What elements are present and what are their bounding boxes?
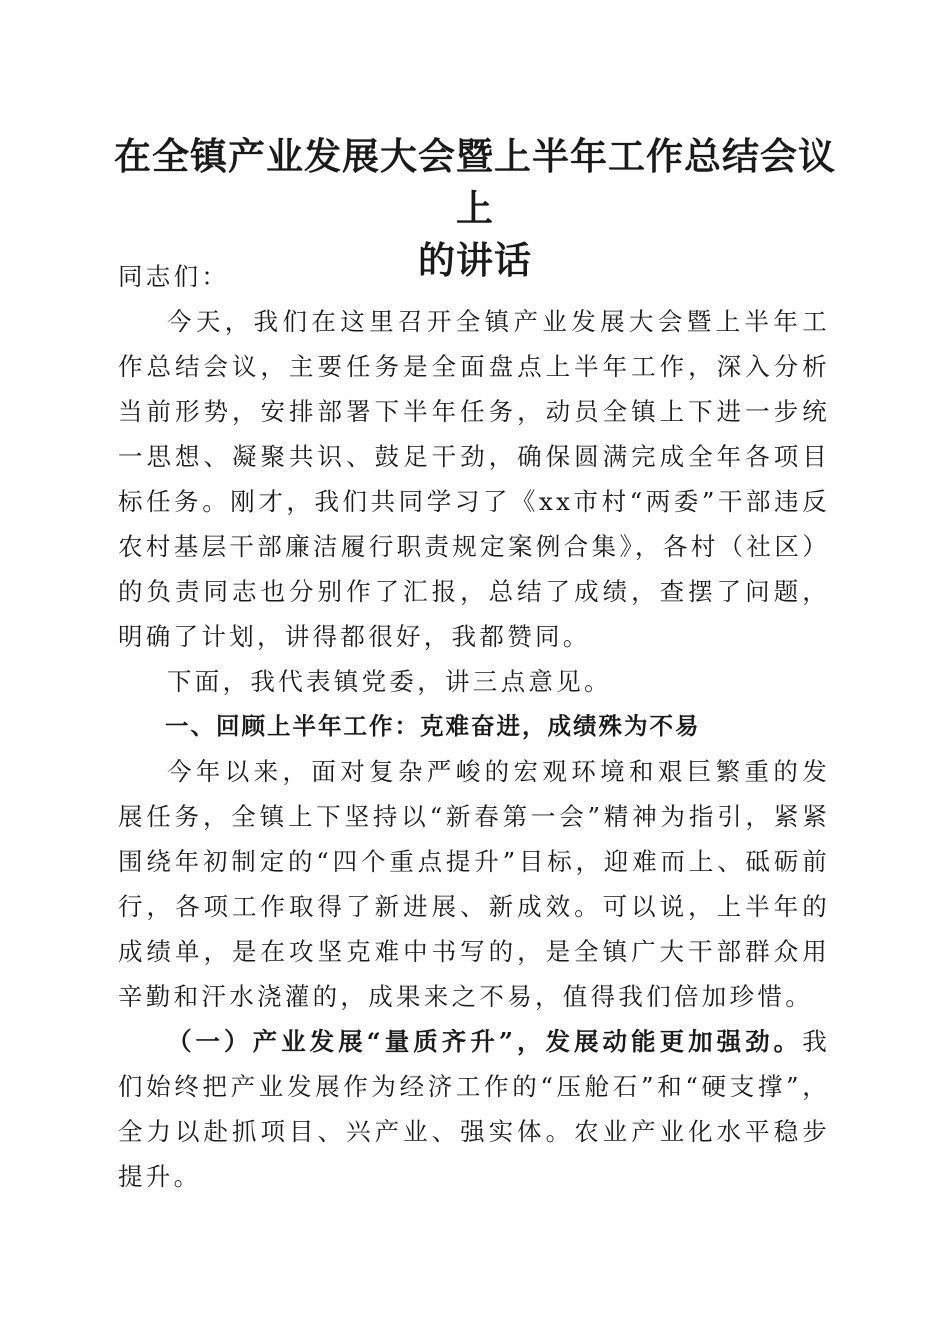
section-heading-1: 一、回顾上半年工作：克难奋进，成绩殊为不易 — [165, 712, 701, 740]
title-line-2: 的讲话 — [418, 238, 532, 282]
subsection-1-lead: （一）产业发展“量质齐升”，发展动能更加强劲。 — [167, 1027, 803, 1056]
subsection-1-text: 我们始终把产业发展作为经济工作的“压舱石”和“硬支撑”，全力以赴抓项目、兴产业、强实体。农业产业化水平稳步提升。 — [118, 1027, 830, 1191]
paragraph-opening: 今天，我们在这里召开全镇产业发展大会暨上半年工作总结会议，主要任务是全面盘点上半年工作，深入分析当前形势，安排部署下半年任务，动员全镇上下进一步统一思想、凝聚共识、鼓足干劲，确保圆满完成全年各项目标任务。刚才，我们共同学习了《xx市村“两委”干部违反农村基层干部廉洁履行职责规定案例合集》，各村（社区）的负责同志也分别作了汇报，总结了成绩，查摆了问题，明确了计划，讲得都很好，我都赞同。 — [118, 307, 830, 651]
paragraph-intro: 下面，我代表镇党委，讲三点意见。 — [167, 667, 612, 696]
paragraph-subsection-1 — [118, 1019, 830, 1199]
salutation: 同志们： — [118, 262, 230, 291]
paragraph-review: 今年以来，面对复杂严峻的宏观环境和艰巨繁重的发展任务，全镇上下坚持以“新春第一会”精神为指引，紧紧围绕年初制定的“四个重点提升”目标，迎难而上、砥砺前行，各项工作取得了新进展、新成效。可以说，上半年的成绩单，是在攻坚克难中书写的，是全镇广大干部群众用辛勤和汗水浇灌的，成果来之不易，值得我们倍加珍惜。 — [118, 757, 830, 1011]
document-body — [118, 254, 830, 1199]
title-line-1: 在全镇产业发展大会暨上半年工作总结会议上 — [114, 134, 836, 230]
